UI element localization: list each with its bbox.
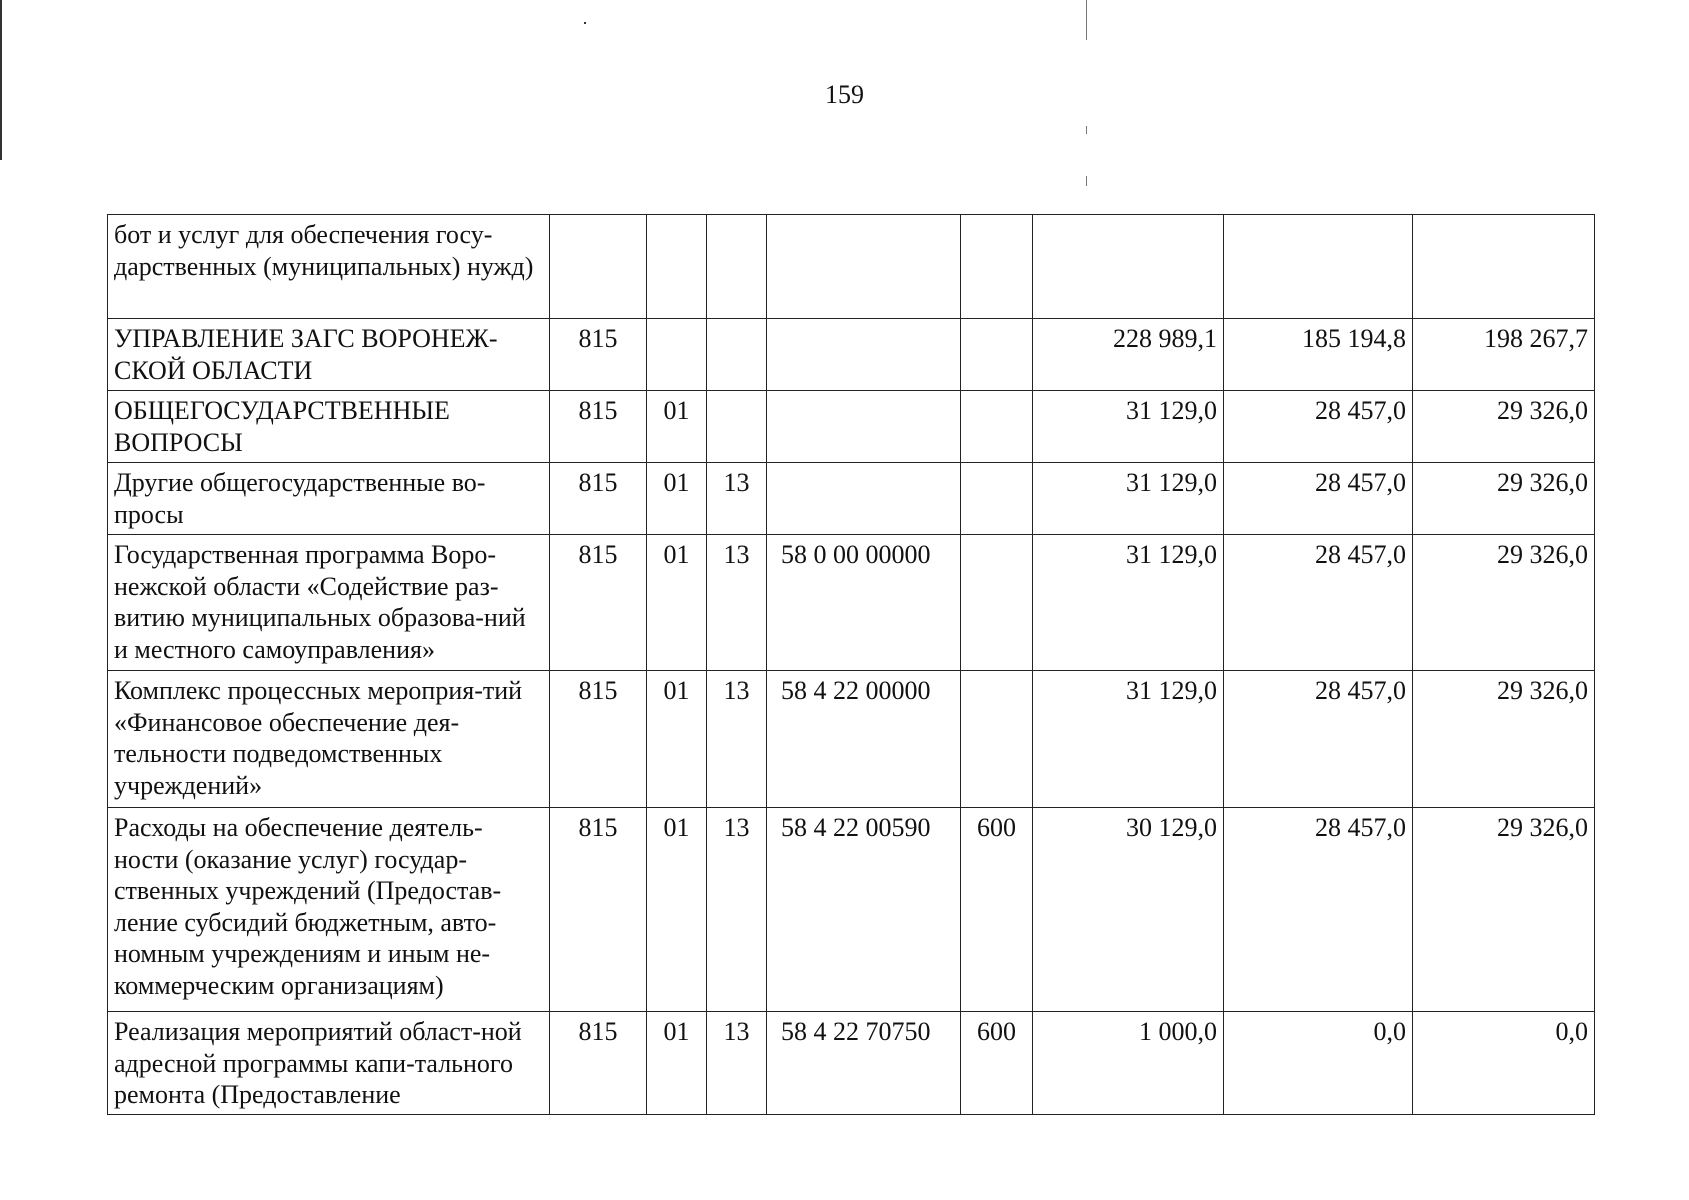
cell-pr: 13 bbox=[707, 463, 767, 535]
cell-sum-2: 185 194,8 bbox=[1224, 319, 1413, 391]
cell-sum-2: 28 457,0 bbox=[1224, 463, 1413, 535]
cell-csr: 58 4 22 00590 bbox=[767, 808, 961, 1012]
cell-sum-1: 31 129,0 bbox=[1033, 535, 1224, 671]
cell-csr bbox=[767, 319, 961, 391]
cell-sum-2: 28 457,0 bbox=[1224, 391, 1413, 463]
table-row bbox=[108, 463, 1595, 535]
cell-grbs: 815 bbox=[550, 671, 647, 808]
cell-vr bbox=[961, 463, 1033, 535]
cell-rz: 01 bbox=[647, 671, 707, 808]
table-row bbox=[108, 319, 1595, 391]
row-name: бот и услуг для обеспечения госу-дарственных (муниципальных) нужд) bbox=[108, 215, 550, 319]
cell-grbs: 815 bbox=[550, 535, 647, 671]
cell-sum-1: 31 129,0 bbox=[1033, 391, 1224, 463]
cell-csr: 58 4 22 00000 bbox=[767, 671, 961, 808]
cell-rz bbox=[647, 215, 707, 319]
budget-table bbox=[107, 214, 1595, 1115]
cell-vr bbox=[961, 215, 1033, 319]
cell-csr bbox=[767, 391, 961, 463]
scan-mark-tick-2 bbox=[1086, 176, 1087, 186]
cell-sum-3: 29 326,0 bbox=[1413, 391, 1595, 463]
cell-vr: 600 bbox=[961, 1012, 1033, 1115]
cell-vr bbox=[961, 535, 1033, 671]
cell-sum-1 bbox=[1033, 215, 1224, 319]
cell-sum-2: 28 457,0 bbox=[1224, 808, 1413, 1012]
table-row bbox=[108, 671, 1595, 808]
table-row bbox=[108, 1012, 1595, 1115]
cell-grbs: 815 bbox=[550, 391, 647, 463]
cell-csr bbox=[767, 463, 961, 535]
cell-sum-2: 0,0 bbox=[1224, 1012, 1413, 1115]
cell-pr bbox=[707, 319, 767, 391]
cell-rz: 01 bbox=[647, 1012, 707, 1115]
cell-rz bbox=[647, 319, 707, 391]
row-name: Другие общегосударственные во-просы bbox=[108, 463, 550, 535]
cell-sum-1: 228 989,1 bbox=[1033, 319, 1224, 391]
cell-pr: 13 bbox=[707, 535, 767, 671]
row-name: Государственная программа Воро-нежской области «Содействие раз-витию муниципальных образова-ний и местного самоуправления» bbox=[108, 535, 550, 671]
cell-grbs: 815 bbox=[550, 808, 647, 1012]
cell-pr bbox=[707, 215, 767, 319]
cell-sum-1: 31 129,0 bbox=[1033, 463, 1224, 535]
cell-vr bbox=[961, 319, 1033, 391]
page-number: 159 bbox=[825, 80, 864, 109]
cell-grbs: 815 bbox=[550, 463, 647, 535]
cell-sum-2: 28 457,0 bbox=[1224, 535, 1413, 671]
cell-vr bbox=[961, 671, 1033, 808]
cell-sum-3 bbox=[1413, 215, 1595, 319]
cell-sum-1: 31 129,0 bbox=[1033, 671, 1224, 808]
cell-pr: 13 bbox=[707, 1012, 767, 1115]
cell-csr: 58 4 22 70750 bbox=[767, 1012, 961, 1115]
cell-sum-3: 29 326,0 bbox=[1413, 463, 1595, 535]
cell-grbs: 815 bbox=[550, 1012, 647, 1115]
cell-grbs bbox=[550, 215, 647, 319]
row-name: Комплекс процессных мероприя-тий «Финансовое обеспечение дея-тельности подведомственных учреждений» bbox=[108, 671, 550, 808]
cell-csr bbox=[767, 215, 961, 319]
cell-sum-1: 30 129,0 bbox=[1033, 808, 1224, 1012]
cell-rz: 01 bbox=[647, 463, 707, 535]
cell-vr bbox=[961, 391, 1033, 463]
cell-rz: 01 bbox=[647, 391, 707, 463]
row-name: УПРАВЛЕНИЕ ЗАГС ВОРОНЕЖ-СКОЙ ОБЛАСТИ bbox=[108, 319, 550, 391]
row-name: Реализация мероприятий област-ной адресной программы капи-тального ремонта (Предоставление bbox=[108, 1012, 550, 1115]
row-name: Расходы на обеспечение деятель-ности (оказание услуг) государ-ственных учреждений (Предостав-ление субсидий бюджетным, авто-номным учреждениям и иным не-коммерческим организациям) bbox=[108, 808, 550, 1012]
cell-vr: 600 bbox=[961, 808, 1033, 1012]
row-name: ОБЩЕГОСУДАРСТВЕННЫЕ ВОПРОСЫ bbox=[108, 391, 550, 463]
scan-mark-dot bbox=[584, 22, 586, 24]
cell-sum-2: 28 457,0 bbox=[1224, 671, 1413, 808]
cell-sum-3: 0,0 bbox=[1413, 1012, 1595, 1115]
cell-rz: 01 bbox=[647, 808, 707, 1012]
cell-pr bbox=[707, 391, 767, 463]
cell-sum-3: 29 326,0 bbox=[1413, 535, 1595, 671]
cell-sum-3: 29 326,0 bbox=[1413, 808, 1595, 1012]
table-row bbox=[108, 535, 1595, 671]
table-row bbox=[108, 215, 1595, 319]
table-row bbox=[108, 391, 1595, 463]
cell-sum-3: 198 267,7 bbox=[1413, 319, 1595, 391]
cell-pr: 13 bbox=[707, 808, 767, 1012]
scan-mark-top-line bbox=[1086, 0, 1087, 40]
scan-mark-tick-1 bbox=[1086, 126, 1087, 134]
cell-csr: 58 0 00 00000 bbox=[767, 535, 961, 671]
cell-sum-2 bbox=[1224, 215, 1413, 319]
cell-pr: 13 bbox=[707, 671, 767, 808]
cell-sum-3: 29 326,0 bbox=[1413, 671, 1595, 808]
table-row bbox=[108, 808, 1595, 1012]
cell-rz: 01 bbox=[647, 535, 707, 671]
cell-sum-1: 1 000,0 bbox=[1033, 1012, 1224, 1115]
cell-grbs: 815 bbox=[550, 319, 647, 391]
